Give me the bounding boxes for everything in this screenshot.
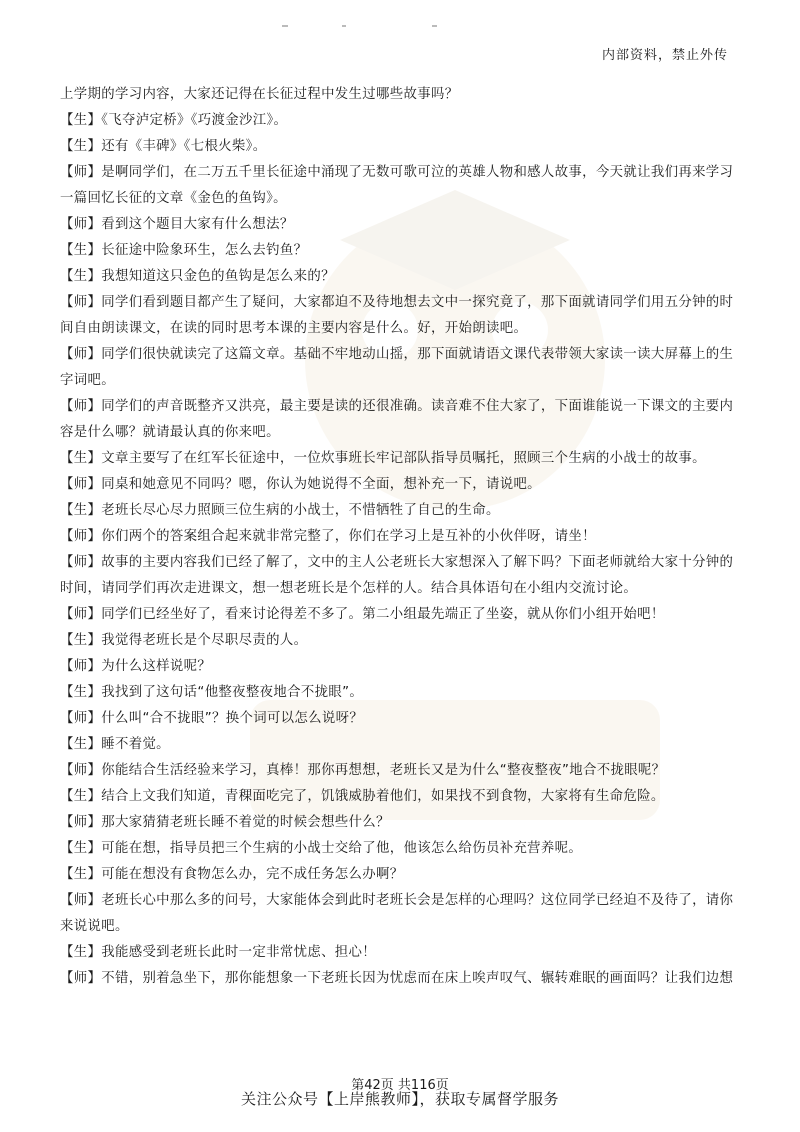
transcript-line: 【生】我能感受到老班长此时一定非常忧虑、担心！ [60, 945, 377, 960]
transcript-line: 【生】我想知道这只金色的鱼钩是怎么来的？ [60, 269, 335, 284]
transcript-line: 【师】老班长心中那么多的问号，大家能体会到此时老班长会是怎样的心理吗？这位同学已经迫不及待了，请你 [60, 893, 734, 908]
transcript-line: 容是什么哪？就请最认真的你来吧。 [60, 425, 280, 440]
transcript-line: 【师】你们两个的答案组合起来就非常完整了，你们在学习上是互补的小伙伴呀，请坐！ [60, 529, 596, 544]
transcript-line: 【师】你能结合生活经验来学习，真棒！那你再想想，老班长又是为什么“整夜整夜”地合不拢眼呢？ [60, 763, 666, 778]
transcript-line: 【师】同学们很快就读完了这篇文章。基础不牢地动山摇，那下面就请语文课代表带领大家读一读大屏幕上的生 [60, 347, 734, 362]
transcript-line: 【生】长征途中险象环生，怎么去钓鱼？ [60, 243, 308, 258]
transcript-line: 上学期的学习内容，大家还记得在长征过程中发生过哪些故事吗？ [60, 87, 459, 102]
transcript-line: 【师】同学们看到题目都产生了疑问，大家都迫不及待地想去文中一探究竟了，那下面就请同学们用五分钟的时 [60, 295, 734, 310]
transcript-line: 【生】睡不着觉。 [60, 737, 170, 752]
transcript-line: 【师】看到这个题目大家有什么想法？ [60, 217, 294, 232]
transcript-line: 来说说吧。 [60, 919, 129, 934]
lesson-transcript [60, 82, 750, 992]
transcript-line: 【师】同学们的声音既整齐又洪亮，最主要是读的还很准确。读音难不住大家了，下面谁能说一下课文的主要内 [60, 399, 734, 414]
transcript-line: 【师】故事的主要内容我们已经了解了，文中的主人公老班长大家想深入了解下吗？下面老师就给大家十分钟的 [60, 555, 734, 570]
transcript-line: 【师】同学们已经坐好了，看来讨论得差不多了。第二小组最先端正了坐姿，就从你们小组开始吧！ [60, 607, 665, 622]
transcript-line: 【师】不错，别着急坐下，那你能想象一下老班长因为忧虑而在床上唉声叹气、辗转难眠的画面吗？让我们边想 [60, 971, 734, 986]
transcript-line: 【生】可能在想没有食物怎么办，完不成任务怎么办啊？ [60, 867, 404, 882]
transcript-line: 【生】我找到了这句话“他整夜整夜地合不拢眼”。 [60, 685, 364, 700]
transcript-line: 【师】什么叫“合不拢眼”？换个词可以怎么说呀？ [60, 711, 364, 726]
footer-promo: 关注公众号【上岸熊教师】，获取专属督学服务 [240, 1090, 559, 1108]
transcript-line: 【生】还有《丰碑》《七根火柴》。 [60, 139, 267, 154]
transcript-line: 【生】老班长尽心尽力照顾三位生病的小战士，不惜牺牲了自己的生命。 [60, 503, 500, 518]
confidential-notice: 内部资料，禁止外传 [601, 48, 728, 63]
transcript-line: 【师】为什么这样说呢？ [60, 659, 212, 674]
transcript-line: 【师】那大家猜猜老班长睡不着觉的时候会想些什么？ [60, 815, 390, 830]
scan-specks [282, 14, 442, 20]
transcript-line: 间自由朗读课文，在读的同时思考本课的主要内容是什么。好，开始朗读吧。 [60, 321, 528, 336]
transcript-line: 一篇回忆长征的文章《金色的鱼钩》。 [60, 191, 287, 206]
transcript-line: 时间，请同学们再次走进课文，想一想老班长是个怎样的人。结合具体语句在小组内交流讨论。 [60, 581, 638, 596]
transcript-line: 【师】同桌和她意见不同吗？嗯，你认为她说得不全面，想补充一下，请说吧。 [60, 477, 541, 492]
transcript-line: 【生】可能在想，指导员把三个生病的小战士交给了他，他该怎么给伤员补充营养呢。 [60, 841, 583, 856]
transcript-line: 字词吧。 [60, 373, 115, 388]
transcript-line: 【生】文章主要写了在红军长征途中，一位炊事班长牢记部队指导员嘱托，照顾三个生病的小战士的故事。 [60, 451, 706, 466]
page-number: 第42页 共116页 [351, 1078, 449, 1093]
transcript-line: 【生】《飞夺泸定桥》《巧渡金沙江》。 [60, 113, 288, 128]
transcript-line: 【师】是啊同学们，在二万五千里长征途中涌现了无数可歌可泣的英雄人物和感人故事，今天就让我们再来学习 [60, 165, 734, 180]
transcript-line: 【生】我觉得老班长是个尽职尽责的人。 [60, 633, 308, 648]
transcript-line: 【生】结合上文我们知道，青稞面吃完了，饥饿威胁着他们，如果找不到食物，大家将有生命危险。 [60, 789, 665, 804]
